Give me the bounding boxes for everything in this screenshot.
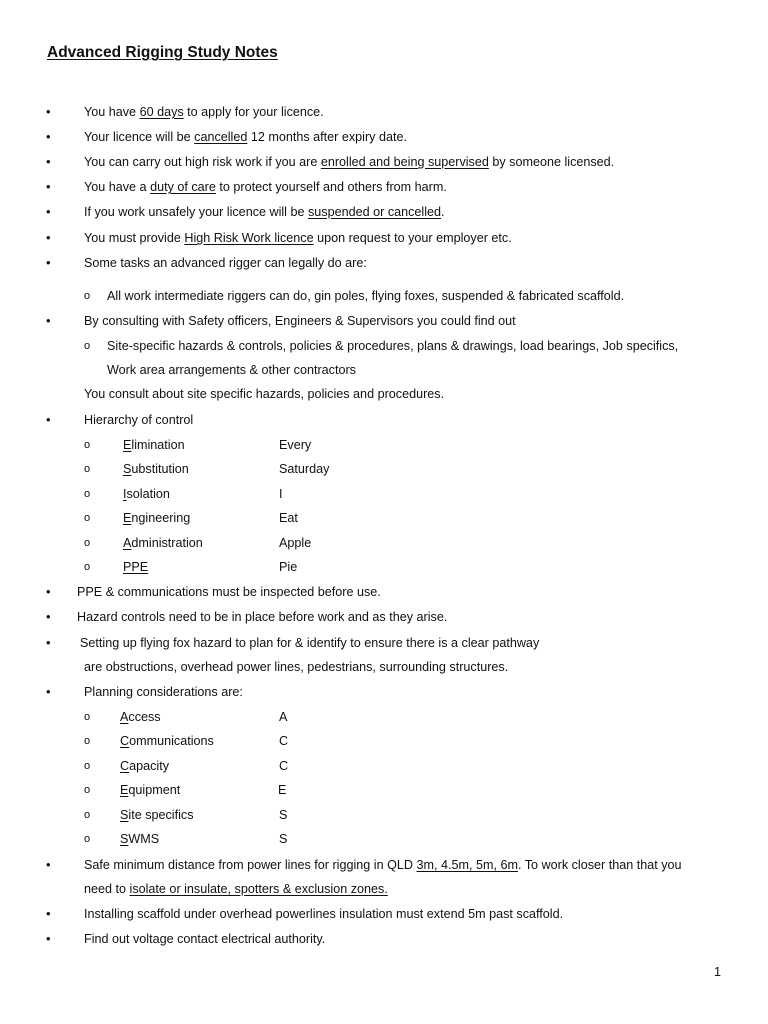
- sub-bullet-icon: o: [84, 463, 91, 475]
- hierarchy-mnemonic: Saturday: [279, 462, 330, 476]
- sub-bullet-icon: o: [84, 784, 91, 796]
- hierarchy-term: Elimination: [123, 438, 185, 452]
- note-line: If you work unsafely your licence will be suspended or cancelled.: [84, 205, 445, 219]
- note-line: Hierarchy of control: [84, 413, 194, 427]
- planning-term: Capacity: [120, 759, 170, 773]
- note-line: You have a duty of care to protect yourself and others from harm.: [84, 180, 447, 194]
- planning-term: Site specifics: [120, 808, 194, 822]
- sub-bullet-icon: o: [84, 340, 91, 352]
- note-line: are obstructions, overhead power lines, pedestrians, surrounding structures.: [84, 660, 509, 674]
- note-line: Find out voltage contact electrical authority.: [84, 932, 326, 946]
- note-line: You consult about site specific hazards, policies and procedures.: [84, 387, 445, 401]
- note-line: Planning considerations are:: [84, 685, 243, 699]
- bullet-icon: •: [46, 906, 51, 921]
- bullet-icon: •: [46, 255, 51, 270]
- bullet-icon: •: [46, 609, 51, 624]
- sub-note-line: Work area arrangements & other contractors: [107, 363, 356, 377]
- hierarchy-term: Administration: [123, 536, 203, 550]
- planning-term: SWMS: [120, 832, 160, 846]
- sub-bullet-icon: o: [84, 561, 91, 573]
- note-line: Hazard controls need to be in place before work and as they arise.: [77, 610, 448, 624]
- sub-bullet-icon: o: [84, 760, 91, 772]
- sub-bullet-icon: o: [84, 488, 91, 500]
- bullet-icon: •: [46, 857, 51, 872]
- planning-mnemonic: C: [279, 734, 289, 748]
- planning-mnemonic: E: [278, 783, 287, 797]
- bullet-icon: •: [46, 313, 51, 328]
- note-line: You can carry out high risk work if you are enrolled and being supervised by someone licensed.: [84, 155, 615, 169]
- note-line: PPE & communications must be inspected before use.: [77, 585, 381, 599]
- note-line: Safe minimum distance from power lines for rigging in QLD 3m, 4.5m, 5m, 6m. To work closer than that you: [84, 858, 682, 872]
- planning-term: Access: [120, 710, 161, 724]
- note-line: Setting up flying fox hazard to plan for & identify to ensure there is a clear pathway: [80, 636, 540, 650]
- hierarchy-term: PPE: [123, 560, 149, 574]
- sub-bullet-icon: o: [84, 439, 91, 451]
- planning-mnemonic: C: [279, 759, 289, 773]
- sub-bullet-icon: o: [84, 537, 91, 549]
- sub-note-line: Site-specific hazards & controls, policies & procedures, plans & drawings, load bearings, Job specifics,: [107, 339, 679, 353]
- hierarchy-term: Isolation: [123, 487, 170, 501]
- hierarchy-mnemonic: Eat: [279, 511, 298, 525]
- note-line: You have 60 days to apply for your licence.: [84, 105, 324, 119]
- bullet-icon: •: [46, 104, 51, 119]
- bullet-icon: •: [46, 412, 51, 427]
- note-line: Some tasks an advanced rigger can legally do are:: [84, 256, 367, 270]
- bullet-icon: •: [46, 931, 51, 946]
- sub-bullet-icon: o: [84, 290, 91, 302]
- planning-mnemonic: S: [279, 808, 288, 822]
- hierarchy-mnemonic: I: [279, 487, 283, 501]
- note-line: You must provide High Risk Work licence upon request to your employer etc.: [84, 231, 512, 245]
- bullet-icon: •: [46, 154, 51, 169]
- bullet-icon: •: [46, 129, 51, 144]
- sub-bullet-icon: o: [84, 735, 91, 747]
- page-title: Advanced Rigging Study Notes: [47, 44, 278, 61]
- planning-term: Equipment: [120, 783, 181, 797]
- sub-note-line: All work intermediate riggers can do, gin poles, flying foxes, suspended & fabricated scaffold.: [107, 289, 625, 303]
- bullet-icon: •: [46, 635, 51, 650]
- planning-mnemonic: S: [279, 832, 288, 846]
- page-number: 1: [714, 965, 722, 979]
- sub-bullet-icon: o: [84, 711, 91, 723]
- bullet-icon: •: [46, 584, 51, 599]
- note-line: By consulting with Safety officers, Engineers & Supervisors you could find out: [84, 314, 516, 328]
- note-line: Installing scaffold under overhead powerlines insulation must extend 5m past scaffold.: [84, 907, 564, 921]
- sub-bullet-icon: o: [84, 512, 91, 524]
- bullet-icon: •: [46, 230, 51, 245]
- hierarchy-mnemonic: Apple: [279, 536, 312, 550]
- hierarchy-term: Engineering: [123, 511, 191, 525]
- hierarchy-mnemonic: Every: [279, 438, 312, 452]
- note-line: Your licence will be cancelled 12 months after expiry date.: [84, 130, 407, 144]
- planning-mnemonic: A: [279, 710, 288, 724]
- bullet-icon: •: [46, 684, 51, 699]
- sub-bullet-icon: o: [84, 833, 91, 845]
- hierarchy-term: Substitution: [123, 462, 189, 476]
- hierarchy-mnemonic: Pie: [279, 560, 298, 574]
- planning-term: Communications: [120, 734, 214, 748]
- sub-bullet-icon: o: [84, 809, 91, 821]
- bullet-icon: •: [46, 204, 51, 219]
- bullet-icon: •: [46, 179, 51, 194]
- note-line: need to isolate or insulate, spotters & exclusion zones.: [84, 882, 388, 896]
